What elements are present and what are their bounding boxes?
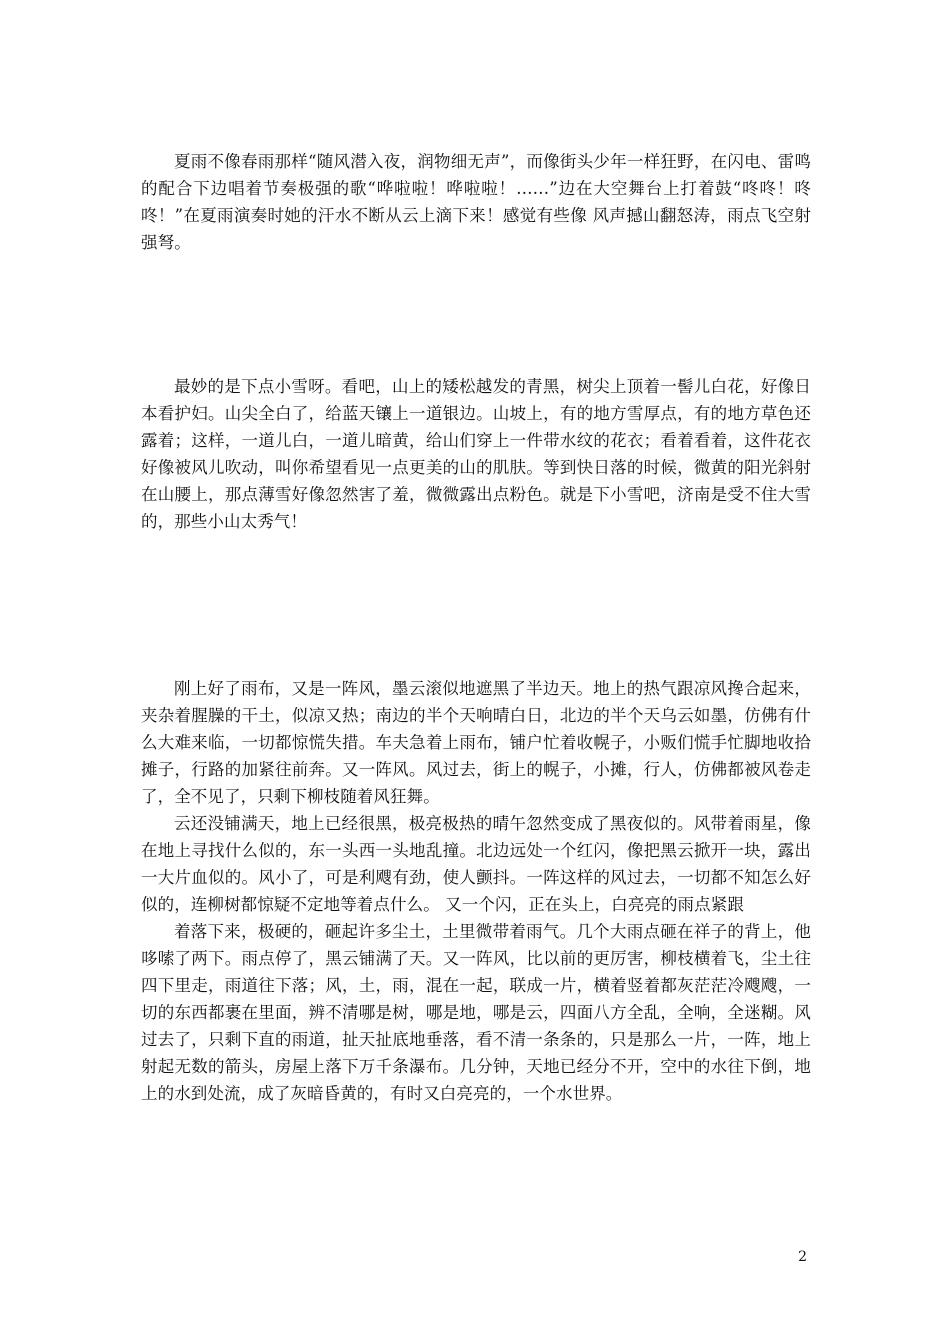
paragraph-storm-2: 云还没铺满天，地上已经很黑，极亮极热的晴午忽然变成了黑夜似的。风带着雨星，像在地上寻找什么似的，东一头西一头地乱撞。北边远处一个红闪，像把黑云掀开一块，露出一大片血似的。风小了，可是利飕有劲，使人颤抖。一阵这样的风过去，一切都不知怎么好似的，连柳树都惊疑不定地等着点什么。 又一个闪，正在头上，白亮亮的雨点紧跟 — [141, 814, 811, 914]
paragraph-light-snow: 最妙的是下点小雪呀。看吧，山上的矮松越发的青黑，树尖上顶着一髻儿白花，好像日本看护妇。山尖全白了，给蓝天镶上一道银边。山坡上，有的地方雪厚点，有的地方草色还露着；这样，一道儿白，一道儿暗黄，给山们穿上一件带水纹的花衣；看着看着，这件花衣好像被风儿吹动，叫你希望看见一点更美的山的肌肤。等到快日落的时候，微黄的阳光斜射在山腰上，那点薄雪好像忽然害了羞，微微露出点粉色。就是下小雪吧，济南是受不住大雪的，那些小山太秀气！ — [141, 377, 811, 531]
paragraph-summer-rain: 夏雨不像春雨那样“随风潜入夜，润物细无声”，而像街头少年一样狂野，在闪电、雷鸣的配合下边唱着节奏极强的歌“哗啦啦！哗啦啦！……”边在大空舞台上打着鼓“咚咚！咚咚！”在夏雨演奏时她的汗水不断从云上滴下来！感觉有些像 风声撼山翻怒涛，雨点飞空射强弩。 — [141, 152, 811, 252]
section-light-snow — [141, 373, 811, 535]
section-storm — [141, 675, 811, 1107]
paragraph-storm-3: 着落下来，极硬的，砸起许多尘土，土里微带着雨气。几个大雨点砸在祥子的背上，他哆嗦了两下。雨点停了，黑云铺满了天。又一阵风，比以前的更厉害，柳枝横着飞，尘土往四下里走，雨道往下落；风，土，雨，混在一起，联成一片，横着竖着都灰茫茫冷飕飕，一切的东西都裹在里面，辨不清哪是树，哪是地，哪是云，四面八方全乱，全响，全迷糊。风过去了，只剩下直的雨道，扯天扯底地垂落，看不清一条条的，只是那么一片，一阵，地上射起无数的箭头，房屋上落下万千条瀑布。几分钟，天地已经分不开，空中的水往下倒，地上的水到处流，成了灰暗昏黄的，有时又白亮亮的，一个水世界。 — [141, 922, 811, 1103]
paragraph-storm-1: 刚上好了雨布，又是一阵风，墨云滚似地遮黑了半边天。地上的热气跟凉风搀合起来，夹杂着腥臊的干土，似凉又热；南边的半个天响晴白日，北边的半个天乌云如墨，仿佛有什么大难来临，一切都惊慌失措。车夫急着上雨布，铺户忙着收幌子，小贩们慌手忙脚地收拾摊子，行路的加紧往前奔。又一阵风。风过去，街上的幌子，小摊，行人，仿佛都被风卷走了，全不见了，只剩下柳枝随着风狂舞。 — [141, 679, 811, 806]
section-summer-rain — [141, 148, 811, 256]
page-number: 2 — [798, 1249, 807, 1265]
